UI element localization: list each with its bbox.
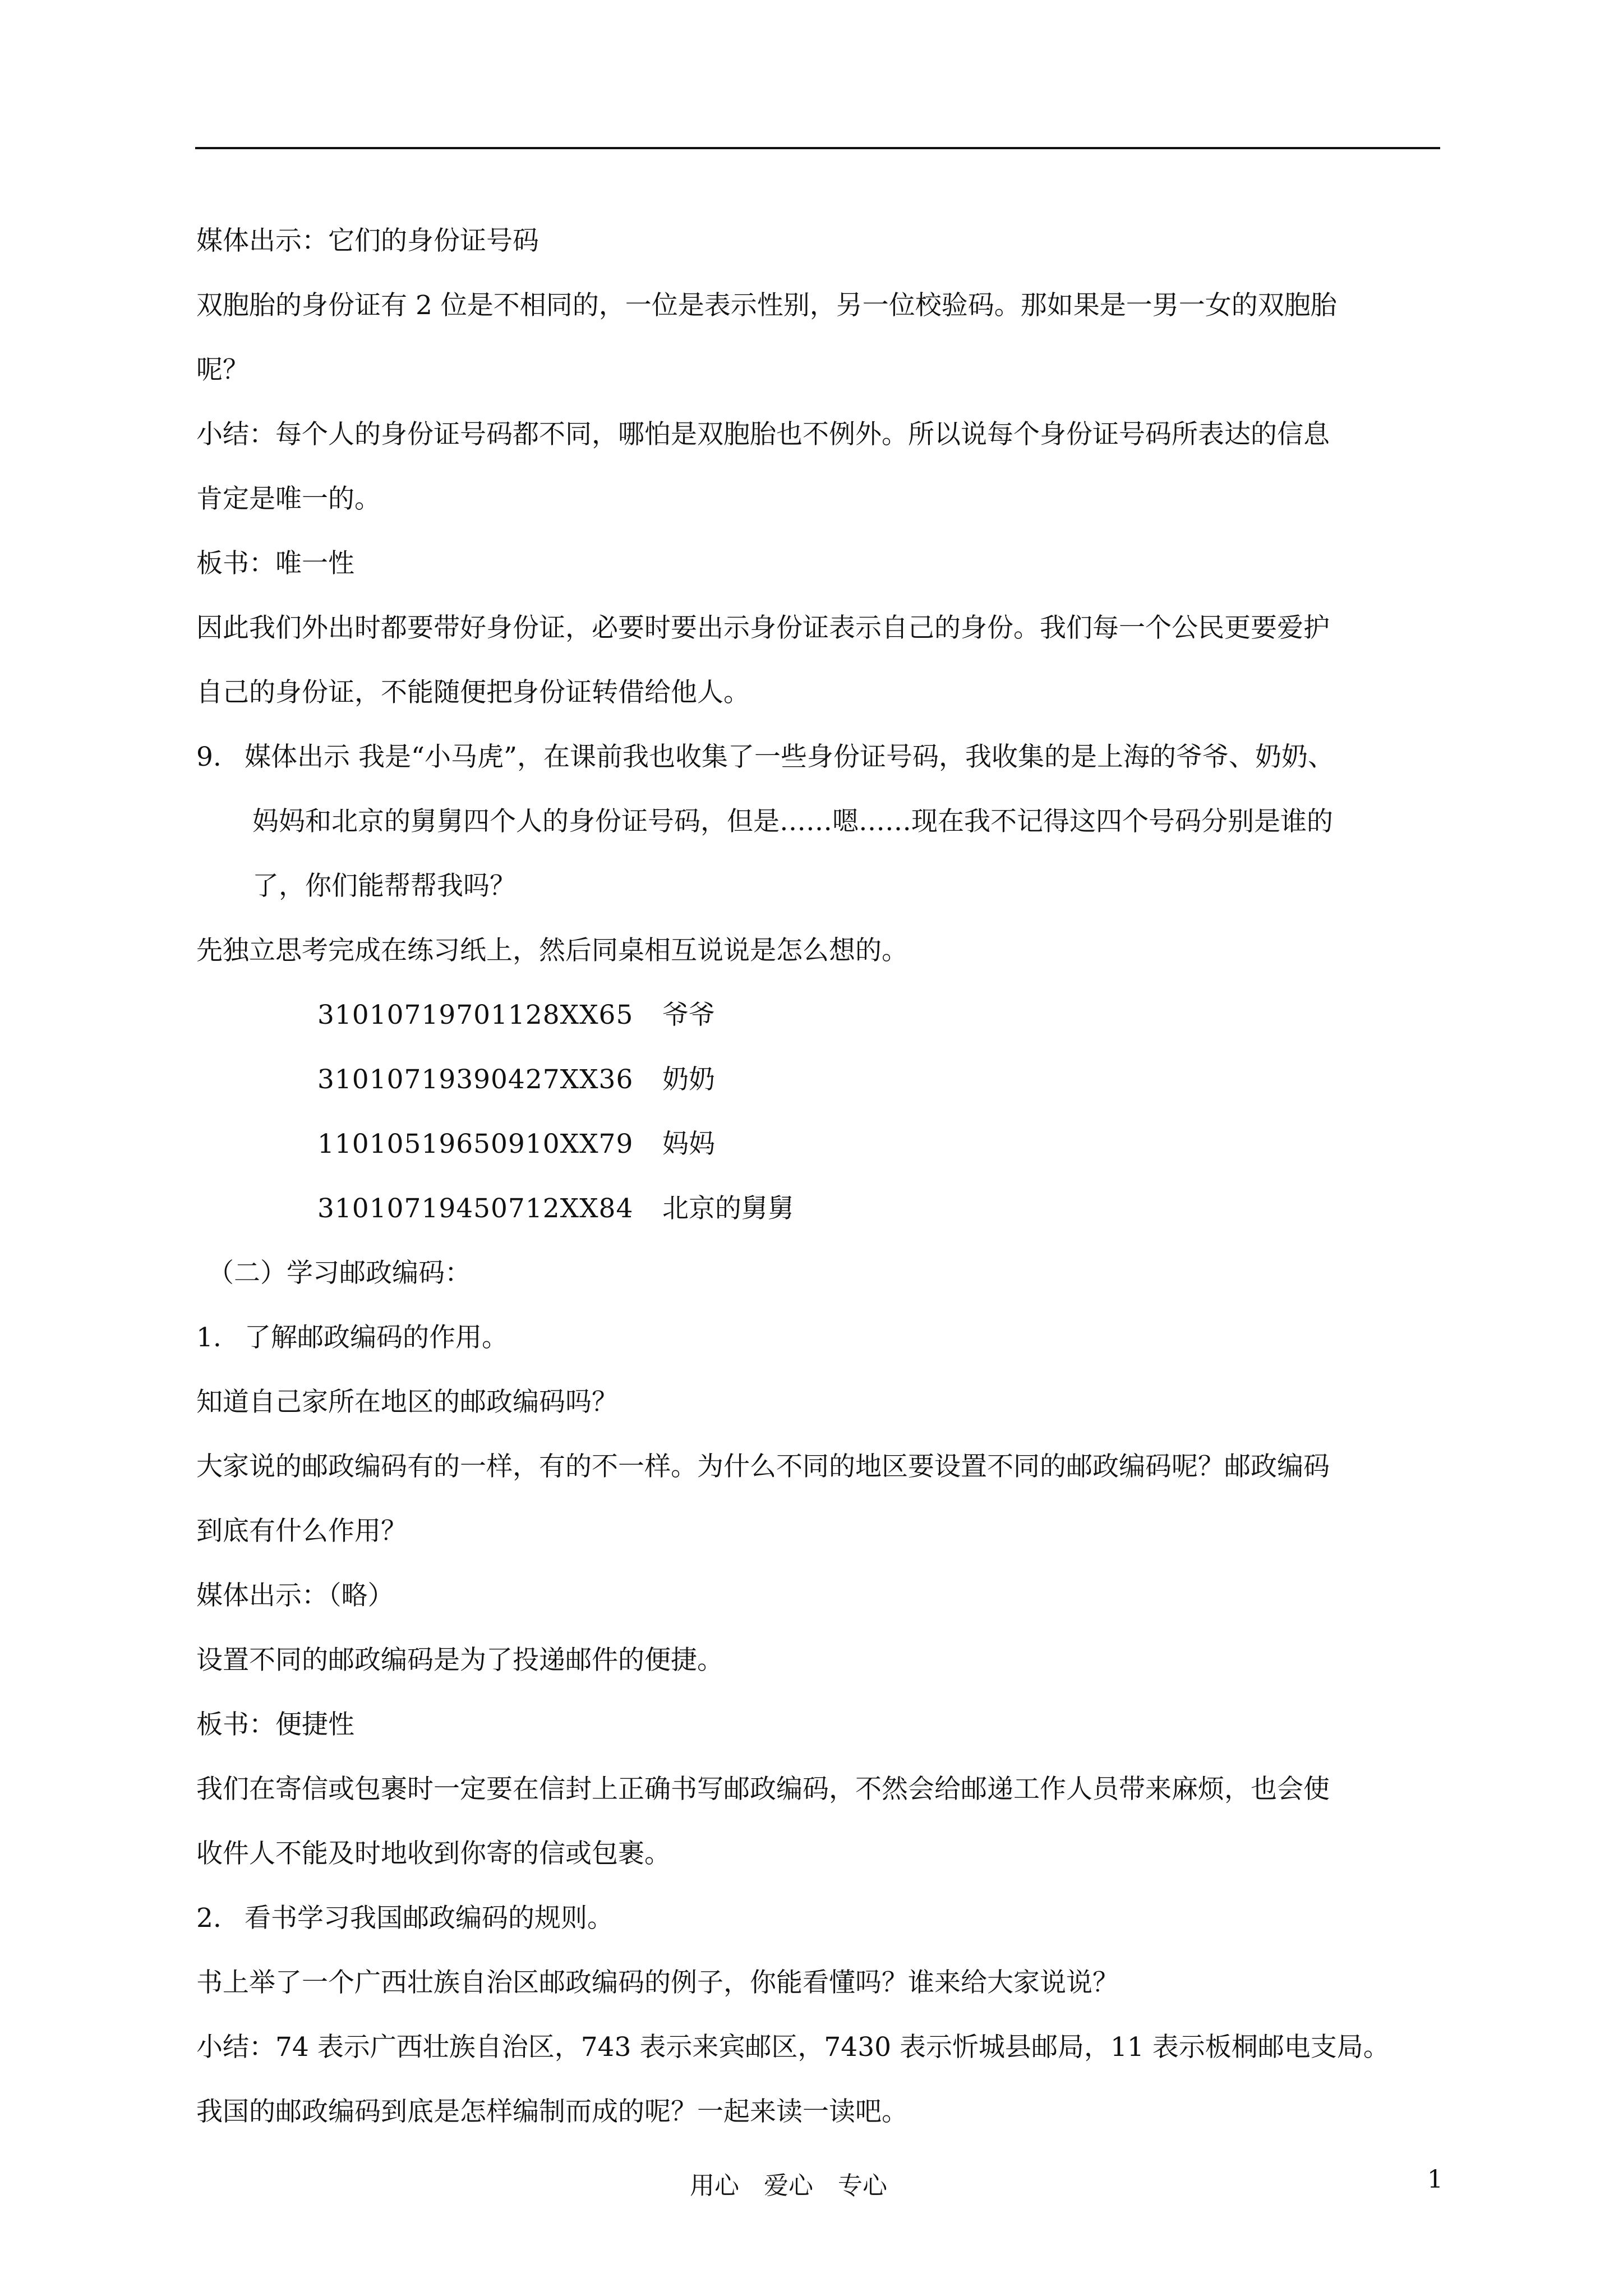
document-body [196, 209, 1447, 2144]
paragraph: 小结：74 表示广西壮族自治区，743 表示来宾邮区，7430 表示忻城县邮局，11 表示板桐邮电支局。 [196, 2032, 1390, 2063]
paragraph: 媒体出示：它们的身份证号码 [196, 226, 539, 256]
id-code: 31010719450712XX84 [317, 1193, 634, 1224]
paragraph: 自己的身份证，不能随便把身份证转借给他人。 [196, 677, 750, 708]
id-number-list [196, 983, 1447, 1241]
paragraph: 到底有什么作用？ [196, 1516, 407, 1547]
paragraph: 书上举了一个广西壮族自治区邮政编码的例子，你能看懂吗？谁来给大家说说？ [196, 1967, 1119, 1998]
list-item-continuation: 了，你们能帮帮我吗？ [252, 871, 516, 901]
id-owner: 爷爷 [662, 1000, 715, 1030]
id-owner: 妈妈 [662, 1129, 715, 1159]
paragraph: 大家说的邮政编码有的一样，有的不一样。为什么不同的地区要设置不同的邮政编码呢？邮政编码 [196, 1451, 1330, 1482]
list-item-9 [196, 725, 1447, 789]
paragraph: 收件人不能及时地收到你寄的信或包裹。 [196, 1838, 671, 1869]
paragraph: 媒体出示：（略） [196, 1580, 394, 1611]
paragraph: 呢？ [196, 355, 249, 385]
header-rule [195, 147, 1440, 149]
list-item-2 [196, 1886, 1447, 1950]
id-owner: 北京的舅舅 [662, 1193, 794, 1224]
paragraph: 我国的邮政编码到底是怎样编制而成的呢？一起来读一读吧。 [196, 2096, 908, 2127]
list-item-1 [196, 1305, 1447, 1370]
paragraph: 板书：唯一性 [196, 548, 354, 579]
list-number: 9. [196, 742, 222, 772]
paragraph: 知道自己家所在地区的邮政编码吗？ [196, 1387, 618, 1418]
page-number: 1 [1427, 2165, 1443, 2194]
section-heading: （二）学习邮政编码： [208, 1258, 471, 1289]
list-item-continuation: 妈妈和北京的舅舅四个人的身份证号码，但是……嗯……现在我不记得这四个号码分别是谁的 [252, 806, 1333, 837]
paragraph: 设置不同的邮政编码是为了投递邮件的便捷。 [196, 1645, 723, 1676]
paragraph: 我们在寄信或包裹时一定要在信封上正确书写邮政编码，不然会给邮递工作人员带来麻烦，也会使 [196, 1774, 1330, 1805]
list-text: 媒体出示 我是“小马虎”，在课前我也收集了一些身份证号码，我收集的是上海的爷爷、奶奶、 [245, 742, 1334, 772]
list-text: 看书学习我国邮政编码的规则。 [245, 1903, 614, 1934]
list-number: 2. [196, 1903, 222, 1934]
id-owner: 奶奶 [662, 1064, 715, 1095]
paragraph: 小结：每个人的身份证号码都不同，哪怕是双胞胎也不例外。所以说每个身份证号码所表达的信息 [196, 419, 1330, 450]
list-number: 1. [196, 1322, 222, 1353]
paragraph: 双胞胎的身份证有 2 位是不相同的，一位是表示性别，另一位校验码。那如果是一男一女的双胞胎 [196, 290, 1337, 321]
id-code: 31010719701128XX65 [317, 1000, 634, 1030]
id-row [317, 1176, 1447, 1241]
list-text: 了解邮政编码的作用。 [245, 1322, 508, 1353]
paragraph: 先独立思考完成在练习纸上，然后同桌相互说说是怎么想的。 [196, 935, 908, 966]
id-code: 31010719390427XX36 [317, 1064, 634, 1095]
id-code: 11010519650910XX79 [317, 1129, 634, 1159]
paragraph: 因此我们外出时都要带好身份证，必要时要出示身份证表示自己的身份。我们每一个公民更要爱护 [196, 613, 1330, 643]
paragraph: 板书：便捷性 [196, 1709, 354, 1740]
id-row [317, 983, 1447, 1047]
id-row [317, 1047, 1447, 1112]
footer-motto: 用心 爱心 专心 [690, 2171, 887, 2200]
paragraph: 肯定是唯一的。 [196, 484, 381, 514]
id-row [317, 1112, 1447, 1176]
